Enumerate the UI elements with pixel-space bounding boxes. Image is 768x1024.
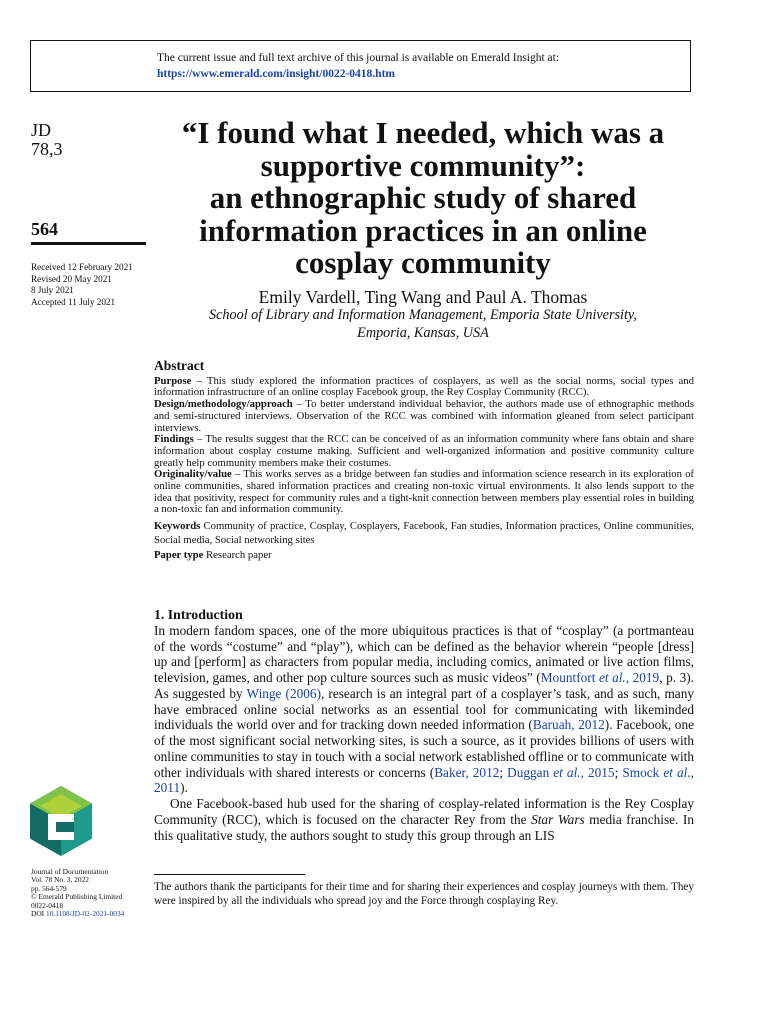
citation-link[interactable]: Baruah, 2012 [532, 717, 605, 733]
originality-text: – This works serves as a bridge between fan studies and information science research in its exploration of online communities, shared information practices and creating non-toxic virtual environments. It also lends support to the idea that positivity, respect for community rules and a tight-knit connection between members play essential roles in building a non-toxic fan and information community. [154, 468, 694, 516]
findings-label: Findings [154, 433, 194, 446]
date-accepted: Accepted 11 July 2021 [31, 296, 116, 307]
article-dates [31, 262, 133, 308]
abstract-originality [154, 469, 694, 516]
citation-author: Duggan [507, 764, 554, 780]
citation-etal: et al. [553, 764, 581, 780]
paper-type-label: Paper type [154, 549, 204, 562]
journal-abbrev: JD [31, 120, 52, 140]
citation-etal: et al. [663, 764, 691, 780]
margin-rule [31, 242, 146, 245]
keywords-label: Keywords [154, 520, 201, 533]
title-line: cosplay community [295, 245, 551, 280]
body-paragraph [154, 623, 694, 796]
article-title [150, 117, 696, 280]
authors: Emily Vardell, Ting Wang and Paul A. Thomas [258, 287, 588, 307]
keywords-text: Community of practice, Cosplay, Cosplayers, Facebook, Fan studies, Information practices, Online communities, Social media, Social networking sites [154, 520, 694, 547]
originality-label: Originality/value [154, 468, 232, 481]
journal-info [31, 868, 124, 918]
abstract-findings [154, 434, 694, 469]
citation-etal: et al. [598, 670, 626, 685]
volume-issue: 78,3 [31, 139, 63, 159]
title-line: an ethnographic study of shared [209, 180, 637, 215]
section-heading: 1. Introduction [154, 607, 243, 622]
text-run: ; [614, 764, 623, 780]
affiliation-line: Emporia, Kansas, USA [357, 324, 489, 341]
text-run: , p. 3). As suggested by [154, 670, 694, 701]
citation-year: , 2011 [154, 764, 694, 796]
italic-title: Star Wars [531, 811, 585, 827]
citation-year: , 2019 [625, 670, 660, 685]
date-revised-2: 8 July 2021 [31, 285, 74, 296]
body-paragraph [154, 796, 694, 843]
journal-code [31, 121, 63, 159]
findings-text: – The results suggest that the RCC can be conceived of as an information community where fans obtain and share information about cosplay costume making. Sufficient and well-organized information and positive community culture greatly help community members make their costumes. [154, 433, 694, 469]
journal-archive-box [30, 40, 691, 92]
page-number: 564 [31, 219, 58, 239]
paper-type [154, 550, 694, 562]
introduction-section [154, 607, 694, 843]
citation-link[interactable]: Baker, 2012 [434, 764, 500, 780]
abstract-design [154, 399, 694, 434]
date-revised: Revised 20 May 2021 [31, 273, 112, 284]
title-line: supportive community”: [260, 147, 586, 183]
abstract [154, 360, 694, 562]
text-run: ; [499, 764, 508, 780]
citation-author: Smock [622, 764, 664, 780]
keywords [154, 519, 694, 547]
text-run: , research is an integral part of a cosplayer’s task, and as such, many have embraced online social networks as an essential tool for communicating with likeminded individuals the world over and for tracking down needed information ( [154, 685, 695, 733]
text-run: media franchise. In this qualitative study, the authors sought to study this group through an LIS [154, 811, 694, 843]
archive-notice: The current issue and full text archive of this journal is available on Emerald Insight at: [157, 52, 560, 64]
text-run: In modern fandom spaces, one of the more ubiquitous practices is that of “cosplay” (a portmanteau of the words “costume” and “play”), which can be defined as the behavior wherein “people [dress] up and [perform] as characters from popular media, including comics, animated or live action films, television, games, and other pop culture sources such as music videos” ( [154, 622, 694, 685]
citation-link[interactable] [541, 670, 659, 685]
citation-link[interactable]: Winge (2006) [246, 685, 321, 701]
purpose-text: – This study explored the information practices of cosplayers, as well as the social norms, social types and information infrastructure of an online cosplay Facebook group, the Rey Cosplay Community (RCC). [154, 374, 694, 399]
footnote: The authors thank the participants for their time and for sharing their experiences and cosplay journeys with them. They were inspired by all the individuals who spread joy and the Force through cosplaying Rey. [154, 881, 694, 908]
title-line: “I found what I needed, which was a [181, 115, 665, 150]
crossmark-logo-icon[interactable] [30, 786, 92, 856]
journal-issn: 0022-0418 [31, 900, 64, 910]
journal-publisher: © Emerald Publishing Limited [31, 892, 123, 902]
journal-volume: Vol. 78 No. 3, 2022 [31, 875, 89, 885]
affiliation [150, 307, 696, 342]
journal-doi [31, 910, 124, 918]
purpose-label: Purpose [154, 374, 192, 387]
design-label: Design/methodology/approach [154, 398, 293, 411]
footnote-rule [154, 874, 305, 875]
journal-pages: pp. 564-579 [31, 883, 67, 893]
design-text: – To better understand individual behavior, the authors made use of ethnographic methods and semi-structured interviews. Observation of the RCC was combined with information gleaned from select participant interviews. [154, 398, 694, 434]
abstract-heading: Abstract [154, 358, 205, 373]
citation-year: , 2015 [580, 764, 615, 780]
title-line: information practices in an online [199, 212, 647, 248]
doi-link[interactable]: 10.1108/JD-02-2021-0034 [46, 909, 125, 919]
doi-label: DOI [31, 909, 45, 919]
affiliation-line: School of Library and Information Management, Emporia State University, [209, 307, 637, 323]
paper-type-text: Research paper [203, 549, 272, 562]
journal-name: Journal of Documentation [31, 867, 109, 876]
text-run: One Facebook-based hub used for the sharing of cosplay-related information is the Rey Cosplay Community (RCC), which is focused on the character Rey from the [154, 796, 694, 827]
citation-link[interactable] [507, 765, 614, 780]
date-received: Received 12 February 2021 [31, 262, 133, 272]
archive-link[interactable]: https://www.emerald.com/insight/0022-0418.htm [157, 68, 395, 80]
citation-author: Mountfort [540, 670, 599, 685]
text-run: ). Facebook, one of the most significant social networking sites, is such a source, as it provides billions of users with online communities to stay in touch with a social network established offline or to communicate with other individuals with shared interests or concerns ( [154, 717, 695, 780]
text-run: ). [180, 780, 188, 796]
abstract-purpose [154, 376, 694, 399]
